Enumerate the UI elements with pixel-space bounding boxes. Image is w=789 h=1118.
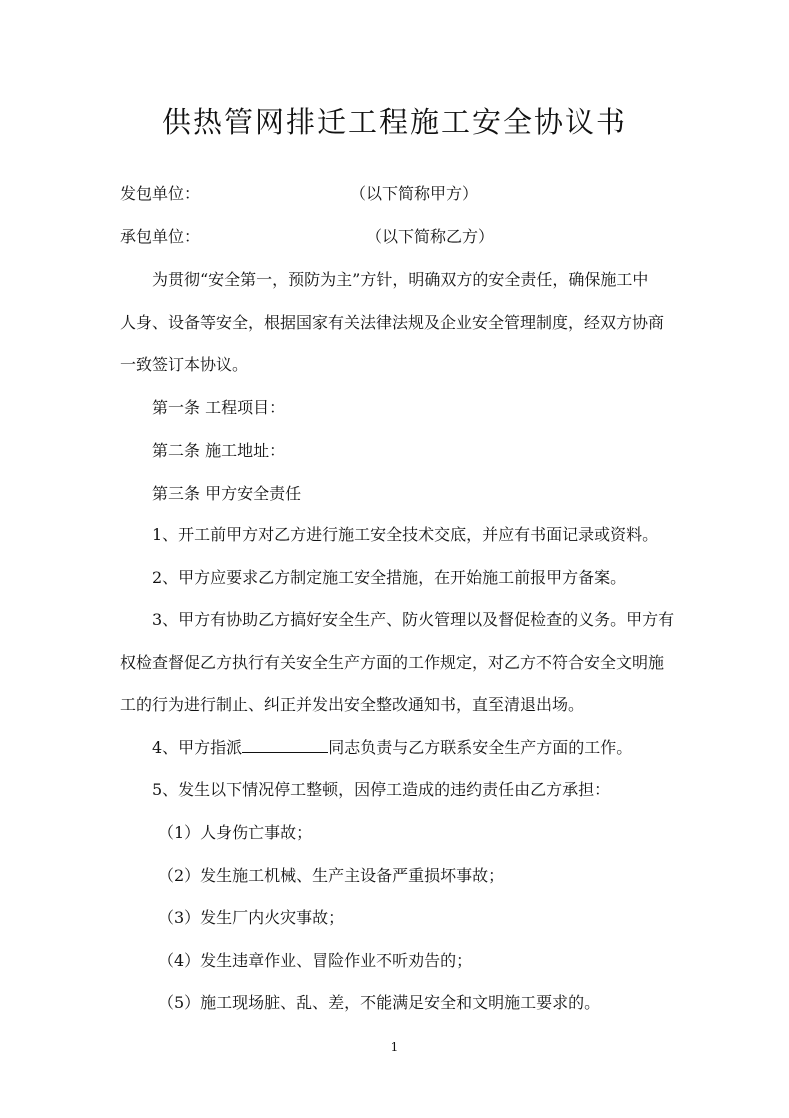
- party-a-line: [120, 184, 671, 204]
- item-4-suffix: 同志负责与乙方联系安全生产方面的工作。: [328, 738, 633, 757]
- sub-item-1: （1）人身伤亡事故；: [158, 823, 313, 842]
- preamble-line-2: 人身、设备等安全，根据国家有关法律法规及企业安全管理制度，经双方协商: [120, 313, 665, 332]
- party-b-line: [120, 227, 671, 247]
- fill-in-blank: [242, 738, 328, 753]
- item-4-prefix: 4、甲方指派: [152, 738, 243, 757]
- item-3-line-2: 权检查督促乙方执行有关安全生产方面的工作规定，对乙方不符合安全文明施: [120, 653, 665, 672]
- sub-item-4: （4）发生违章作业、冒险作业不听劝告的；: [158, 951, 473, 970]
- item-3-line-1: 3、甲方有协助乙方搞好安全生产、防火管理以及督促检查的义务。甲方有: [152, 610, 675, 629]
- sub-item-5: （5）施工现场脏、乱、差，不能满足安全和文明施工要求的。: [158, 993, 601, 1012]
- sub-item-3: （3）发生厂内火灾事故；: [158, 908, 345, 927]
- party-a-note: （以下简称甲方）: [350, 184, 479, 203]
- article-1: 第一条 工程项目：: [152, 398, 286, 417]
- item-4: [120, 738, 671, 758]
- item-2: 2、甲方应要求乙方制定施工安全措施，在开始施工前报甲方备案。: [152, 568, 627, 587]
- party-b-note: （以下简称乙方）: [366, 227, 495, 246]
- sub-item-2: （2）发生施工机械、生产主设备严重损坏事故；: [158, 866, 505, 885]
- item-1: 1、开工前甲方对乙方进行施工安全技术交底，并应有书面记录或资料。: [152, 525, 659, 544]
- article-3: 第三条 甲方安全责任: [152, 484, 302, 503]
- item-3-line-3: 工的行为进行制止、纠正并发出安全整改通知书，直至清退出场。: [120, 695, 585, 714]
- item-5: 5、发生以下情况停工整顿，因停工造成的违约责任由乙方承担：: [152, 780, 611, 799]
- article-2: 第二条 施工地址：: [152, 441, 286, 460]
- page-number: 1: [390, 1040, 399, 1054]
- party-a-label: 发包单位：: [120, 184, 201, 203]
- preamble-line-3: 一致签订本协议。: [120, 355, 249, 374]
- preamble-line-1: 为贯彻“安全第一，预防为主”方针，明确双方的安全责任，确保施工中: [152, 270, 649, 289]
- party-b-label: 承包单位：: [120, 227, 201, 246]
- document-title: 供热管网排迁工程施工安全协议书: [161, 105, 627, 139]
